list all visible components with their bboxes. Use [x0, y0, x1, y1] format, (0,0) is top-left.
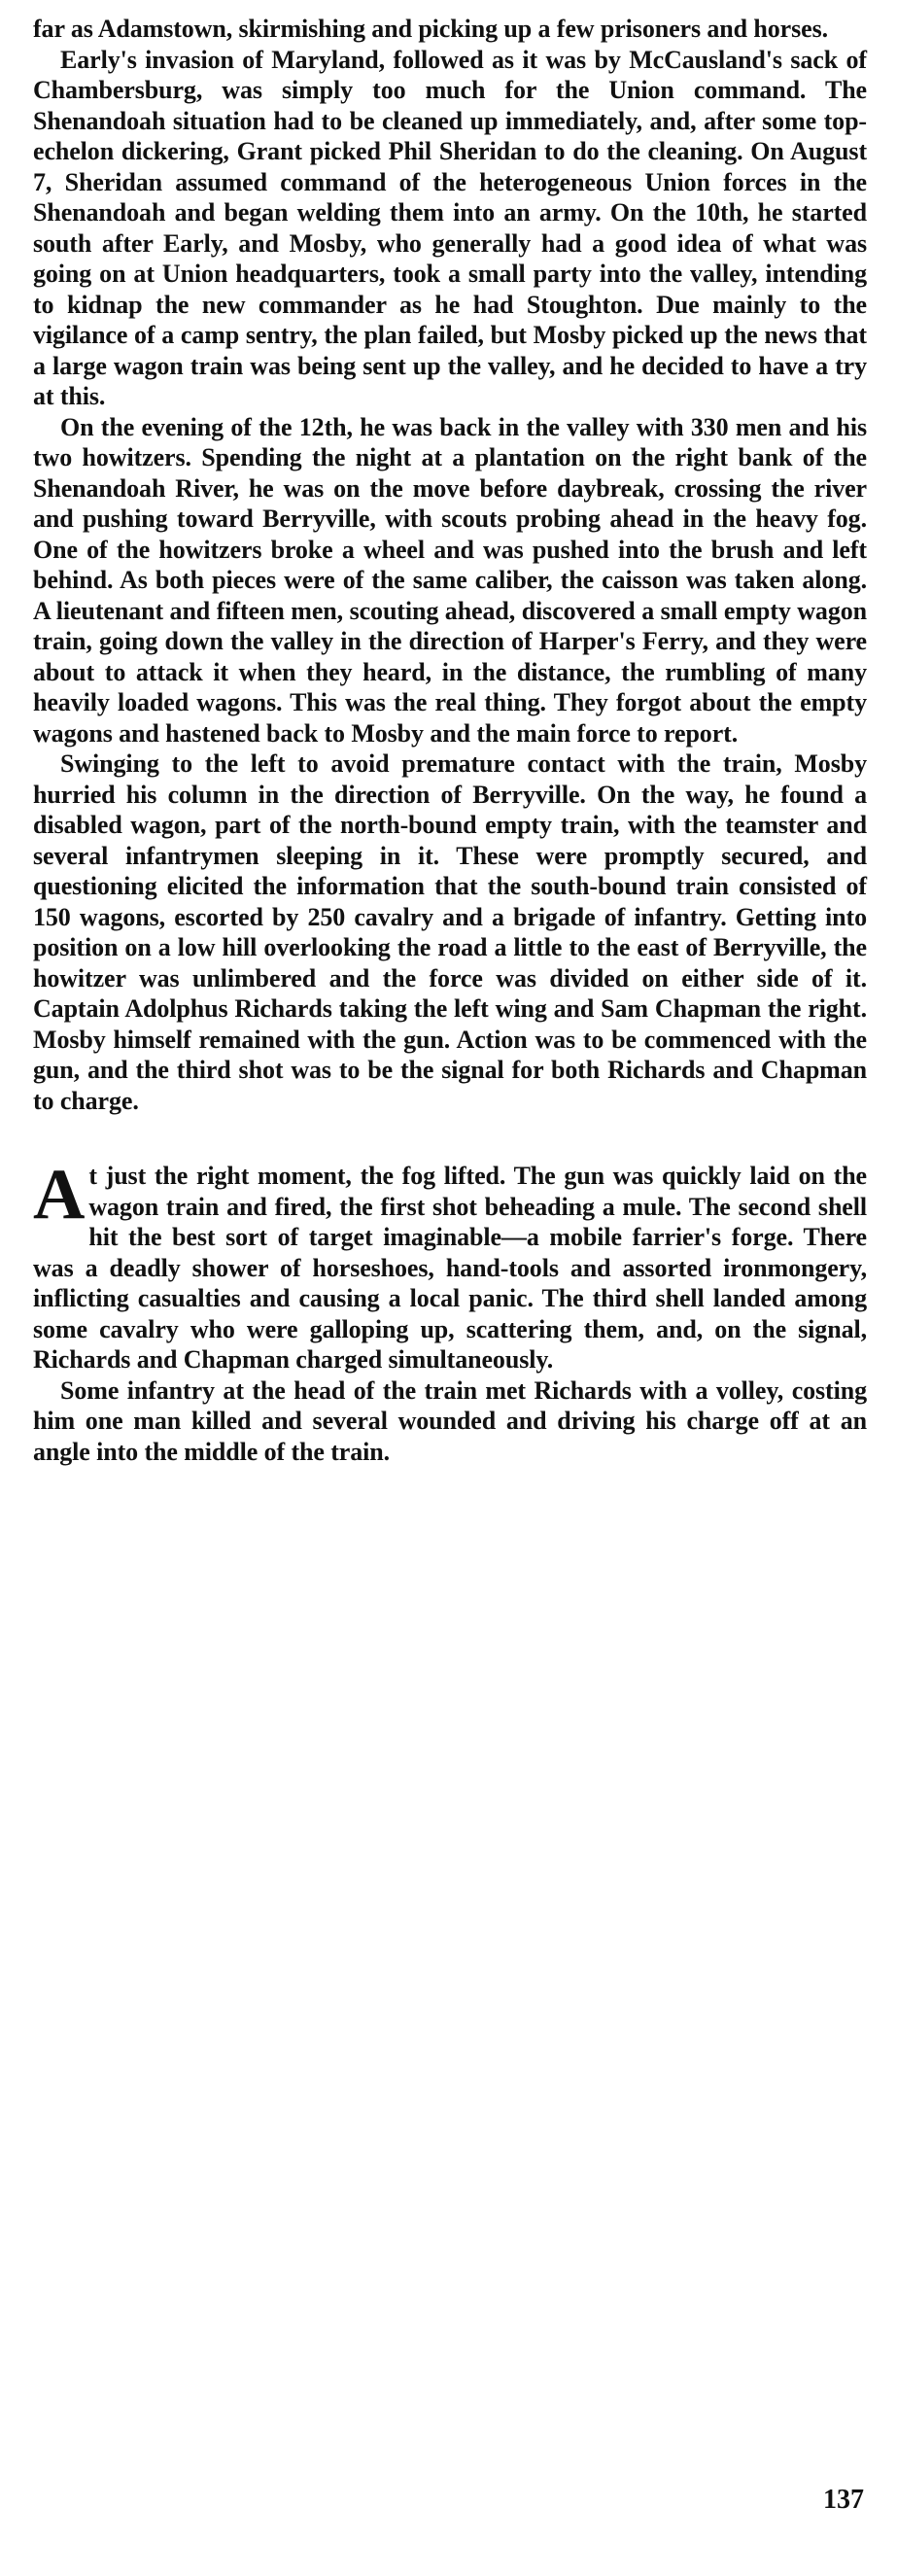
drop-cap: A: [33, 1155, 86, 1235]
paragraph-fog-lifted-text: t just the right moment, the fog lifted. The gun was quickly laid on the wagon train and fired, the first shot beheading a mule. The second shell hit the best sort of target imaginable—a mobile farrier's forge. There was a deadly shower of horseshoes, hand-tools and assorted ironmongery, inflicting casualties and causing a local panic. The third shell landed among some cavalry who were galloping up, scattering them, and, on the signal, Richards and Chapman charged simultaneously.: [33, 1162, 867, 1374]
paragraph-evening-12th: On the evening of the 12th, he was back in the valley with 330 men and his two howitzers. Spending the night at a plantation on the right bank of the Shenandoah River, he was on the move before daybreak, crossing the river and pushing toward Berryville, with scouts probing ahead in the heavy fog. One of the howitzers broke a wheel and was pushed into the brush and left behind. As both pieces were of the same caliber, the caisson was taken along. A lieutenant and fifteen men, scouting ahead, discovered a small empty wagon train, going down the valley in the direction of Harper's Ferry, and they were about to attack it when they heard, in the distance, the rumbling of many heavily loaded wagons. This was the real thing. They forgot about the empty wagons and hastened back to Mosby and the main force to report.: [33, 412, 867, 748]
paragraph-swinging-left: Swinging to the left to avoid premature contact with the train, Mosby hurried his column in the direction of Berryville. On the way, he found a disabled wagon, part of the north-bound empty train, with the teamster and several infantrymen sleeping in it. These were promptly secured, and questioning elicited the information that the south-bound train consisted of 150 wagons, escorted by 250 cavalry and a brigade of infantry. Getting into position on a low hill overlooking the road a little to the east of Berryville, the howitzer was unlimbered and the force was divided on either side of it. Captain Adolphus Richards taking the left wing and Sam Chapman the right. Mosby himself remained with the gun. Action was to be commenced with the gun, and the third shot was to be the signal for both Richards and Chapman to charge.: [33, 749, 867, 1115]
page-number: 137: [823, 2485, 864, 2515]
paragraph-fog-lifted: [33, 1155, 867, 1375]
article-column: [33, 14, 867, 1467]
section-break: [33, 1116, 867, 1161]
paragraph-continued: far as Adamstown, skirmishing and picking up a few prisoners and horses.: [33, 15, 828, 43]
paragraph-infantry-volley: Some infantry at the head of the train met Richards with a volley, costing him one man killed and several wounded and driving his charge off at an angle into the middle of the train.: [33, 1375, 867, 1466]
paragraph-early-invasion: Early's invasion of Maryland, followed as it was by McCausland's sack of Chambersburg, was simply too much for the Union command. The Shenandoah situation had to be cleaned up immediately, and, after some top-echelon dickering, Grant picked Phil Sheridan to do the cleaning. On August 7, Sheridan assumed command of the heterogeneous Union forces in the Shenandoah and began welding them into an army. On the 10th, he started south after Early, and Mosby, who generally had a good idea of what was going on at Union headquarters, took a small party into the valley, intending to kidnap the new commander as he had Stoughton. Due mainly to the vigilance of a camp sentry, the plan failed, but Mosby picked up the news that a large wagon train was being sent up the valley, and he decided to have a try at this.: [33, 45, 867, 410]
